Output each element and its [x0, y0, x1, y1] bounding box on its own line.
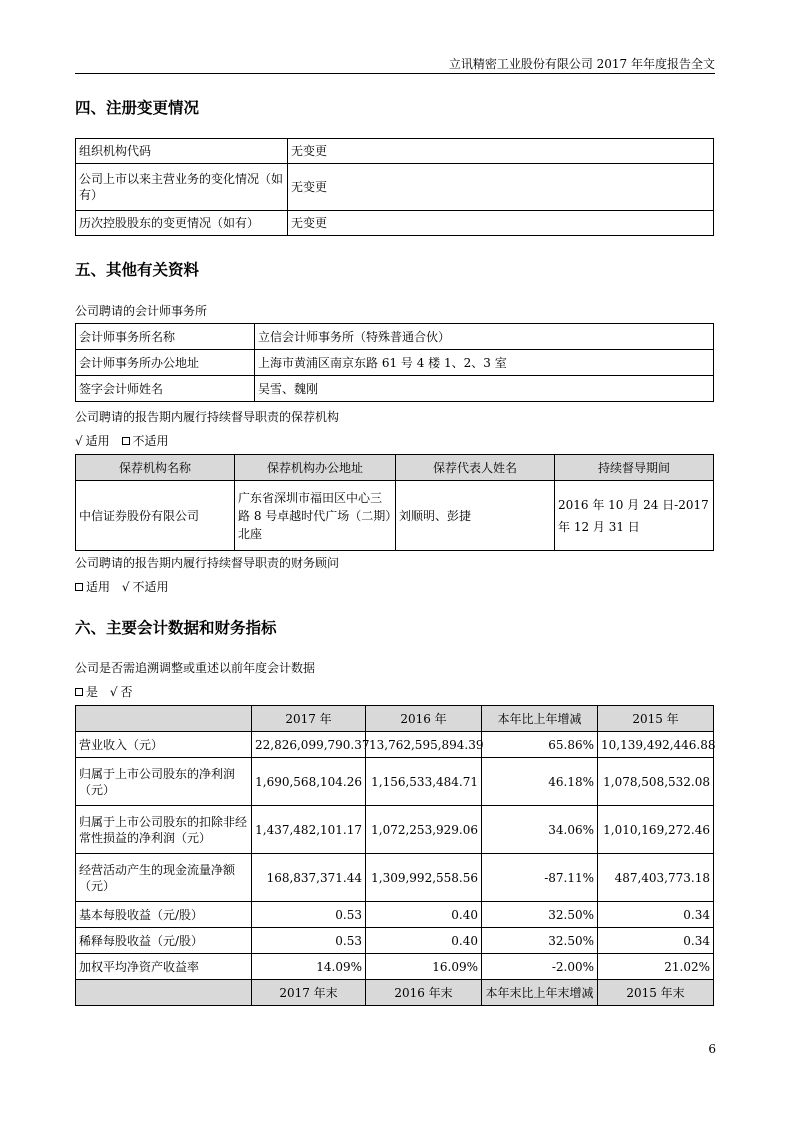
value-2015: 0.34 [598, 928, 714, 954]
row-label: 经营活动产生的现金流量净额（元） [76, 854, 252, 902]
row-label: 公司上市以来主营业务的变化情况（如有） [76, 164, 288, 211]
column-header: 持续督导期间 [555, 455, 714, 481]
row-value: 吴雪、魏刚 [255, 376, 714, 402]
checkmark-icon: √ [121, 580, 130, 594]
column-header: 本年末比上年末增减 [482, 980, 598, 1006]
column-header: 2015 年 [598, 706, 714, 732]
value-change: -2.00% [482, 954, 598, 980]
value-2017: 0.53 [252, 928, 366, 954]
page-number: 6 [708, 1042, 716, 1056]
not-applicable-label: 不适用 [132, 434, 169, 448]
table-row [76, 376, 714, 402]
value-2017: 1,437,482,101.17 [252, 806, 366, 854]
value-change: 32.50% [482, 928, 598, 954]
value-2016: 0.40 [366, 902, 482, 928]
sponsor-address: 广东省深圳市福田区中心三路 8 号卓越时代广场（二期）北座 [235, 481, 396, 551]
value-change: 32.50% [482, 902, 598, 928]
section-6-title: 六、主要会计数据和财务指标 [75, 618, 277, 637]
value-2015: 21.02% [598, 954, 714, 980]
value-2015: 0.34 [598, 902, 714, 928]
value-2016: 16.09% [366, 954, 482, 980]
column-header [76, 980, 252, 1006]
row-label: 会计师事务所名称 [76, 324, 255, 350]
restatement-choice [75, 684, 133, 700]
restatement-caption: 公司是否需追溯调整或重述以前年度会计数据 [75, 661, 316, 675]
table-row [76, 139, 714, 164]
table-row [76, 732, 714, 758]
sponsor-name: 中信证券股份有限公司 [76, 481, 235, 551]
table-row [76, 806, 714, 854]
sponsor-representatives: 刘顺明、彭捷 [396, 481, 555, 551]
table-row [76, 928, 714, 954]
column-header: 保荐机构名称 [76, 455, 235, 481]
advisor-applicability [75, 579, 169, 595]
table-row [76, 854, 714, 902]
table-footer-header-row [76, 980, 714, 1006]
table-header-row [76, 455, 714, 481]
row-label: 归属于上市公司股东的净利润（元） [76, 758, 252, 806]
value-2016: 1,072,253,929.06 [366, 806, 482, 854]
registration-change-table [75, 138, 714, 236]
checkmark-icon: √ [109, 685, 118, 699]
page-header: 立讯精密工业股份有限公司 2017 年年度报告全文 [75, 56, 715, 74]
yes-label: 是 [86, 685, 99, 699]
accounting-firm-table [75, 323, 714, 402]
column-header: 2016 年末 [366, 980, 482, 1006]
value-2017: 22,826,099,790.37 [252, 732, 366, 758]
table-row [76, 758, 714, 806]
checkbox-empty-icon [122, 437, 130, 445]
sponsor-period: 2016 年 10 月 24 日-2017 年 12 月 31 日 [555, 481, 714, 551]
table-row [76, 481, 714, 551]
column-header: 保荐代表人姓名 [396, 455, 555, 481]
table-row [76, 164, 714, 211]
value-2017: 1,690,568,104.26 [252, 758, 366, 806]
column-header: 保荐机构办公地址 [235, 455, 396, 481]
applicable-label: 适用 [85, 434, 110, 448]
sponsor-applicability [75, 433, 169, 449]
value-2016: 1,156,533,484.71 [366, 758, 482, 806]
advisor-caption: 公司聘请的报告期内履行持续督导职责的财务顾问 [75, 556, 340, 570]
value-2015: 487,403,773.18 [598, 854, 714, 902]
checkmark-icon: √ [75, 434, 83, 448]
row-label: 归属于上市公司股东的扣除非经常性损益的净利润（元） [76, 806, 252, 854]
column-header [76, 706, 252, 732]
table-row [76, 350, 714, 376]
value-2016: 1,309,992,558.56 [366, 854, 482, 902]
value-2016: 13,762,595,894.39 [366, 732, 482, 758]
table-row [76, 954, 714, 980]
value-2017: 168,837,371.44 [252, 854, 366, 902]
row-value: 无变更 [288, 211, 714, 236]
column-header: 2016 年 [366, 706, 482, 732]
value-2015: 1,010,169,272.46 [598, 806, 714, 854]
sponsor-table [75, 454, 714, 551]
column-header: 2015 年末 [598, 980, 714, 1006]
value-change: 34.06% [482, 806, 598, 854]
row-label: 营业收入（元） [76, 732, 252, 758]
value-change: -87.11% [482, 854, 598, 902]
applicable-label: 适用 [86, 580, 111, 594]
checkbox-empty-icon [75, 583, 83, 591]
row-label: 加权平均净资产收益率 [76, 954, 252, 980]
row-label: 基本每股收益（元/股） [76, 902, 252, 928]
row-label: 组织机构代码 [76, 139, 288, 164]
row-value: 无变更 [288, 164, 714, 211]
value-change: 46.18% [482, 758, 598, 806]
no-label: 否 [120, 685, 133, 699]
value-2015: 10,139,492,446.88 [598, 732, 714, 758]
column-header: 2017 年 [252, 706, 366, 732]
column-header: 本年比上年增减 [482, 706, 598, 732]
value-2015: 1,078,508,532.08 [598, 758, 714, 806]
row-label: 签字会计师姓名 [76, 376, 255, 402]
row-value: 无变更 [288, 139, 714, 164]
value-change: 65.86% [482, 732, 598, 758]
value-2016: 0.40 [366, 928, 482, 954]
table-row [76, 211, 714, 236]
value-2017: 0.53 [252, 902, 366, 928]
row-label: 稀释每股收益（元/股） [76, 928, 252, 954]
section-4-title: 四、注册变更情况 [75, 98, 200, 117]
checkbox-empty-icon [75, 688, 83, 696]
table-row [76, 324, 714, 350]
row-value: 上海市黄浦区南京东路 61 号 4 楼 1、2、3 室 [255, 350, 714, 376]
financial-data-table [75, 705, 714, 1006]
column-header: 2017 年末 [252, 980, 366, 1006]
section-5-title: 五、其他有关资料 [75, 260, 200, 279]
row-value: 立信会计师事务所（特殊普通合伙） [255, 324, 714, 350]
value-2017: 14.09% [252, 954, 366, 980]
accounting-firm-caption: 公司聘请的会计师事务所 [75, 304, 208, 318]
row-label: 历次控股股东的变更情况（如有） [76, 211, 288, 236]
table-header-row [76, 706, 714, 732]
not-applicable-label: 不适用 [132, 580, 169, 594]
row-label: 会计师事务所办公地址 [76, 350, 255, 376]
table-row [76, 902, 714, 928]
sponsor-caption: 公司聘请的报告期内履行持续督导职责的保荐机构 [75, 410, 340, 424]
